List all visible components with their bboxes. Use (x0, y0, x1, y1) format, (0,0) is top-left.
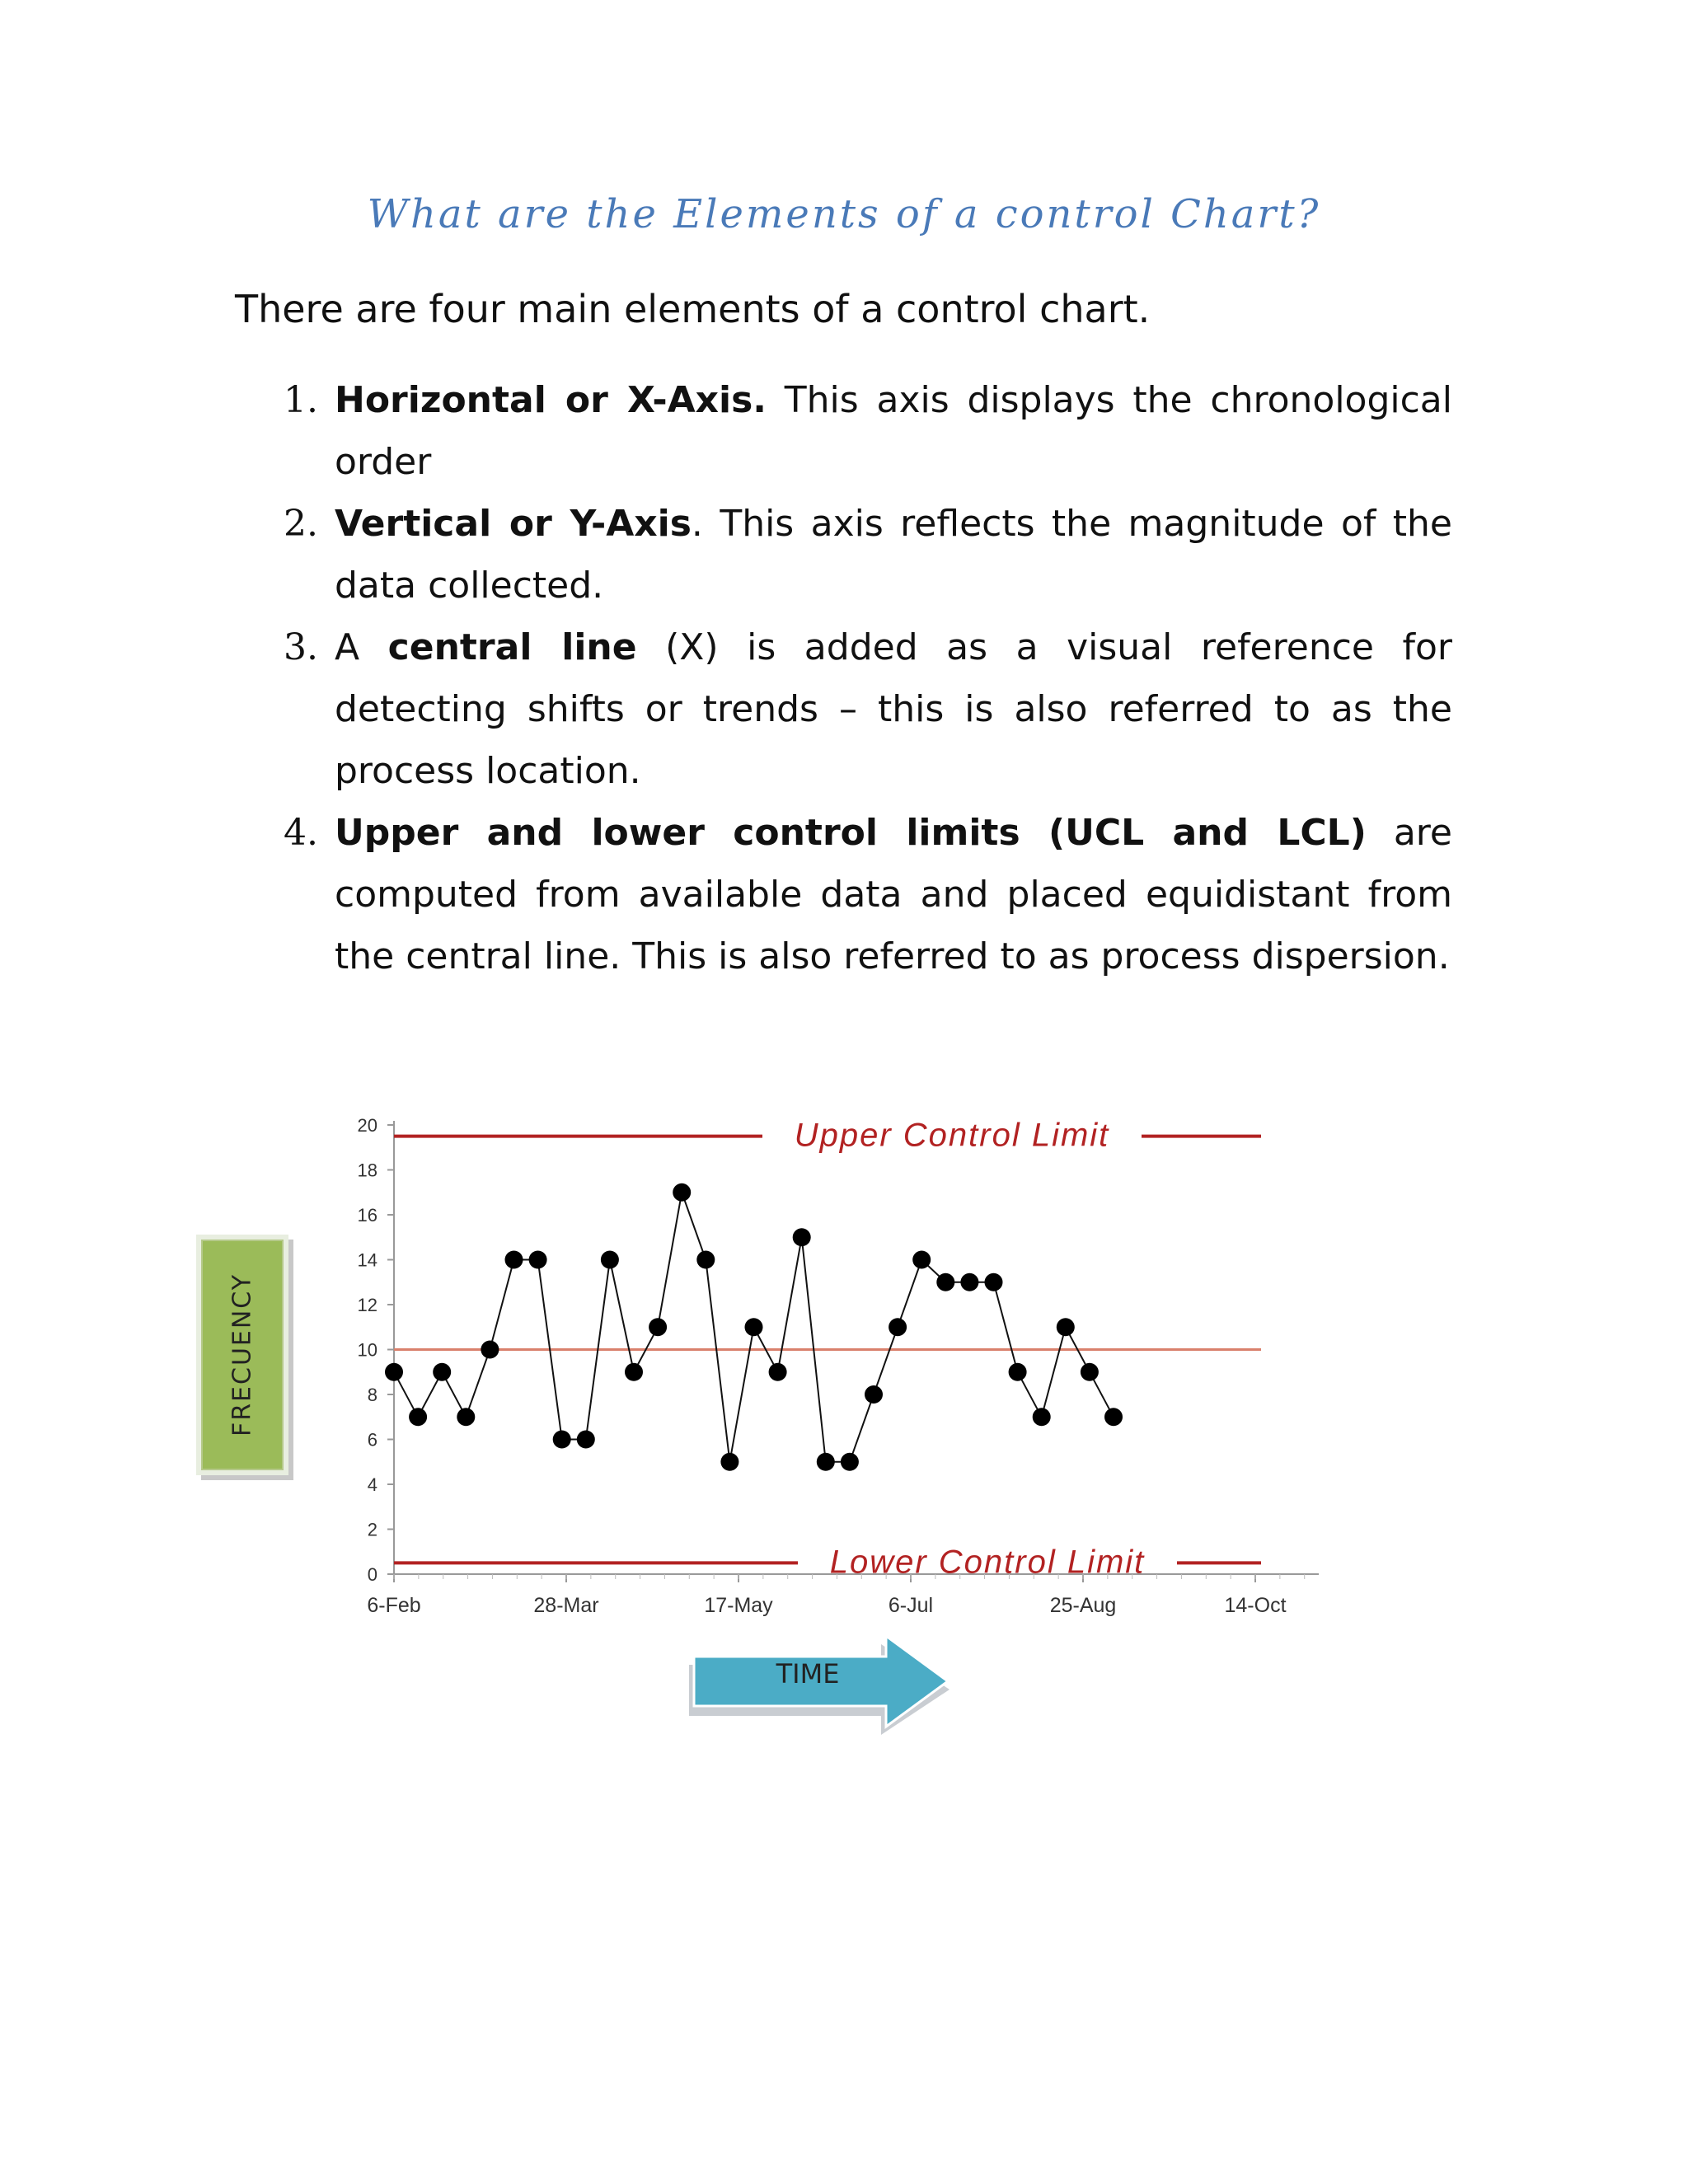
item-bold: central line (387, 626, 637, 668)
data-point (985, 1273, 1003, 1291)
item-rest: (X) is added as a visual reference for detecting shifts or trends – this is also referred to as the process location. (335, 626, 1452, 792)
data-point (865, 1385, 883, 1404)
item-number: 4. (284, 812, 318, 854)
item-text (335, 616, 1452, 802)
data-point (769, 1363, 787, 1381)
y-tick-label: 16 (357, 1205, 377, 1226)
item-text (335, 493, 1452, 616)
data-point (1009, 1363, 1027, 1381)
y-tick-label: 8 (367, 1385, 377, 1405)
x-tick-label: 6-Feb (367, 1594, 421, 1617)
x-tick-label: 6-Jul (888, 1594, 934, 1617)
item-rest: . This axis reflects the magnitude of the data collected. (335, 503, 1452, 607)
x-tick-label: 14-Oct (1224, 1594, 1287, 1617)
data-point (529, 1251, 547, 1269)
list-item (272, 802, 1452, 987)
data-point (1104, 1408, 1123, 1426)
lcl-label: Lower Control Limit (829, 1544, 1146, 1581)
data-point (696, 1251, 715, 1269)
data-point (481, 1341, 499, 1359)
item-text (335, 802, 1452, 987)
data-point (553, 1431, 571, 1449)
data-point (936, 1273, 954, 1291)
data-point (625, 1363, 643, 1381)
data-point (409, 1408, 427, 1426)
data-point (673, 1183, 691, 1202)
list-item (272, 616, 1452, 802)
item-bold: Vertical or Y-Axis (335, 503, 692, 545)
frequency-label: FRECUENCY (227, 1272, 257, 1437)
y-tick-label: 14 (357, 1249, 377, 1271)
x-tick-label: 25-Aug (1049, 1594, 1117, 1617)
y-tick-label: 0 (367, 1564, 377, 1585)
data-point (960, 1273, 978, 1291)
data-point (1081, 1363, 1099, 1381)
page-title: What are the Elements of a control Chart? (367, 191, 1321, 237)
time-label: TIME (776, 1658, 840, 1690)
data-point (385, 1363, 403, 1381)
data-point (912, 1251, 931, 1269)
list-item (272, 493, 1452, 616)
data-point (1057, 1318, 1075, 1336)
x-tick-label: 17-May (704, 1594, 773, 1617)
item-bold: Horizontal or X-Axis. (335, 379, 767, 421)
item-text (335, 369, 1452, 493)
intro-text: There are four main elements of a control chart. (235, 287, 1151, 331)
data-point (505, 1251, 523, 1269)
y-tick-label: 6 (367, 1429, 377, 1451)
data-point (720, 1453, 738, 1471)
list-item (272, 369, 1452, 493)
item-number: 2. (284, 503, 318, 545)
data-point (889, 1318, 907, 1336)
data-point (841, 1453, 859, 1471)
y-tick-label: 12 (357, 1295, 377, 1315)
data-point (649, 1318, 667, 1336)
item-prefix: A (335, 626, 388, 668)
item-number: 3. (284, 626, 318, 668)
data-point (433, 1363, 451, 1381)
data-point (793, 1228, 811, 1246)
data-point (1033, 1408, 1051, 1426)
ucl-label: Upper Control Limit (794, 1117, 1110, 1154)
y-tick-label: 20 (357, 1115, 377, 1136)
data-point (577, 1431, 595, 1449)
item-number: 1. (284, 379, 318, 421)
data-point (817, 1453, 835, 1471)
item-rest: This axis displays the chronological order (335, 379, 1452, 483)
frequency-label-box (196, 1235, 288, 1475)
data-point (745, 1318, 763, 1336)
y-tick-label: 4 (367, 1474, 377, 1495)
y-tick-label: 10 (357, 1339, 377, 1361)
data-point (601, 1251, 619, 1269)
item-bold: Upper and lower control limits (UCL and LCL) (335, 812, 1367, 854)
y-tick-label: 18 (357, 1160, 377, 1181)
y-tick-label: 2 (367, 1519, 377, 1540)
item-rest: are computed from available data and placed equidistant from the central line. This is also referred to as process dispersion. (335, 812, 1452, 977)
x-tick-label: 28-Mar (533, 1594, 599, 1617)
data-point (457, 1408, 475, 1426)
elements-list (272, 369, 1452, 987)
